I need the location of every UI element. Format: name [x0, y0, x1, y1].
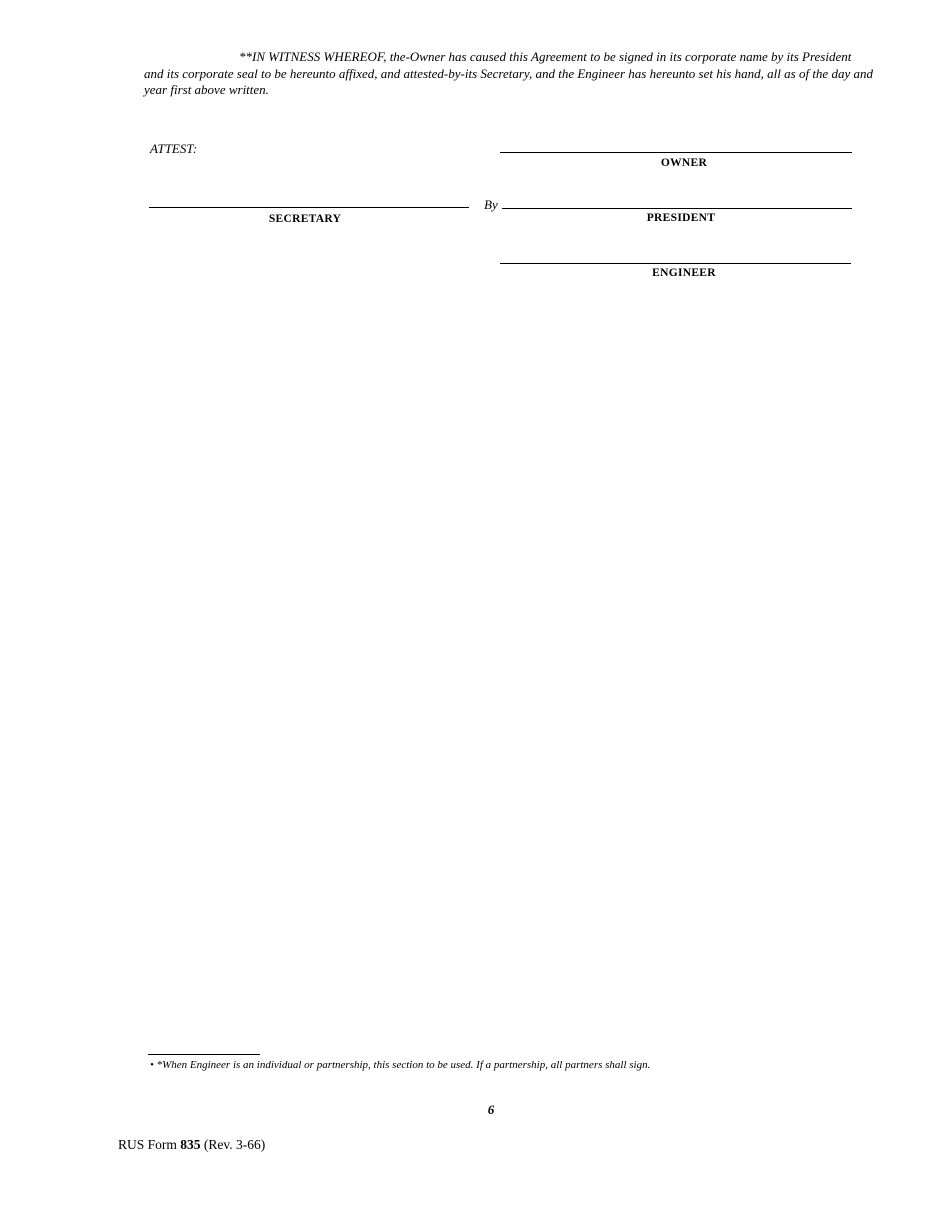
president-label: PRESIDENT — [646, 212, 716, 224]
witness-clause — [144, 49, 874, 99]
page-number: 6 — [487, 1102, 495, 1117]
form-prefix: RUS Form — [118, 1137, 177, 1152]
attest-label: ATTEST: — [150, 141, 198, 156]
form-number: 835 — [180, 1137, 201, 1152]
footnote-rule — [148, 1054, 260, 1055]
witness-clause-text: **IN WITNESS WHEREOF, the-Owner has caused this Agreement to be signed in its corporate name by its President and its corporate seal to be hereunto affixed, and attested-by-its Secretary, and the Engineer has hereunto set his hand, all as of the day and year first above written. — [144, 49, 873, 97]
president-signature-line[interactable] — [502, 208, 852, 209]
owner-label: OWNER — [660, 157, 708, 169]
secretary-label: SECRETARY — [268, 213, 342, 225]
engineer-label: ENGINEER — [652, 267, 716, 279]
form-revision: (Rev. 3-66) — [203, 1137, 266, 1152]
by-label: By — [484, 197, 498, 212]
secretary-signature-line[interactable] — [149, 207, 469, 208]
form-identifier — [118, 1137, 265, 1153]
footnote-text: • *When Engineer is an individual or partnership, this section to be used. If a partnership, all partners shall sign. — [150, 1059, 651, 1071]
engineer-signature-line[interactable] — [500, 263, 851, 264]
owner-signature-line[interactable] — [500, 152, 852, 153]
